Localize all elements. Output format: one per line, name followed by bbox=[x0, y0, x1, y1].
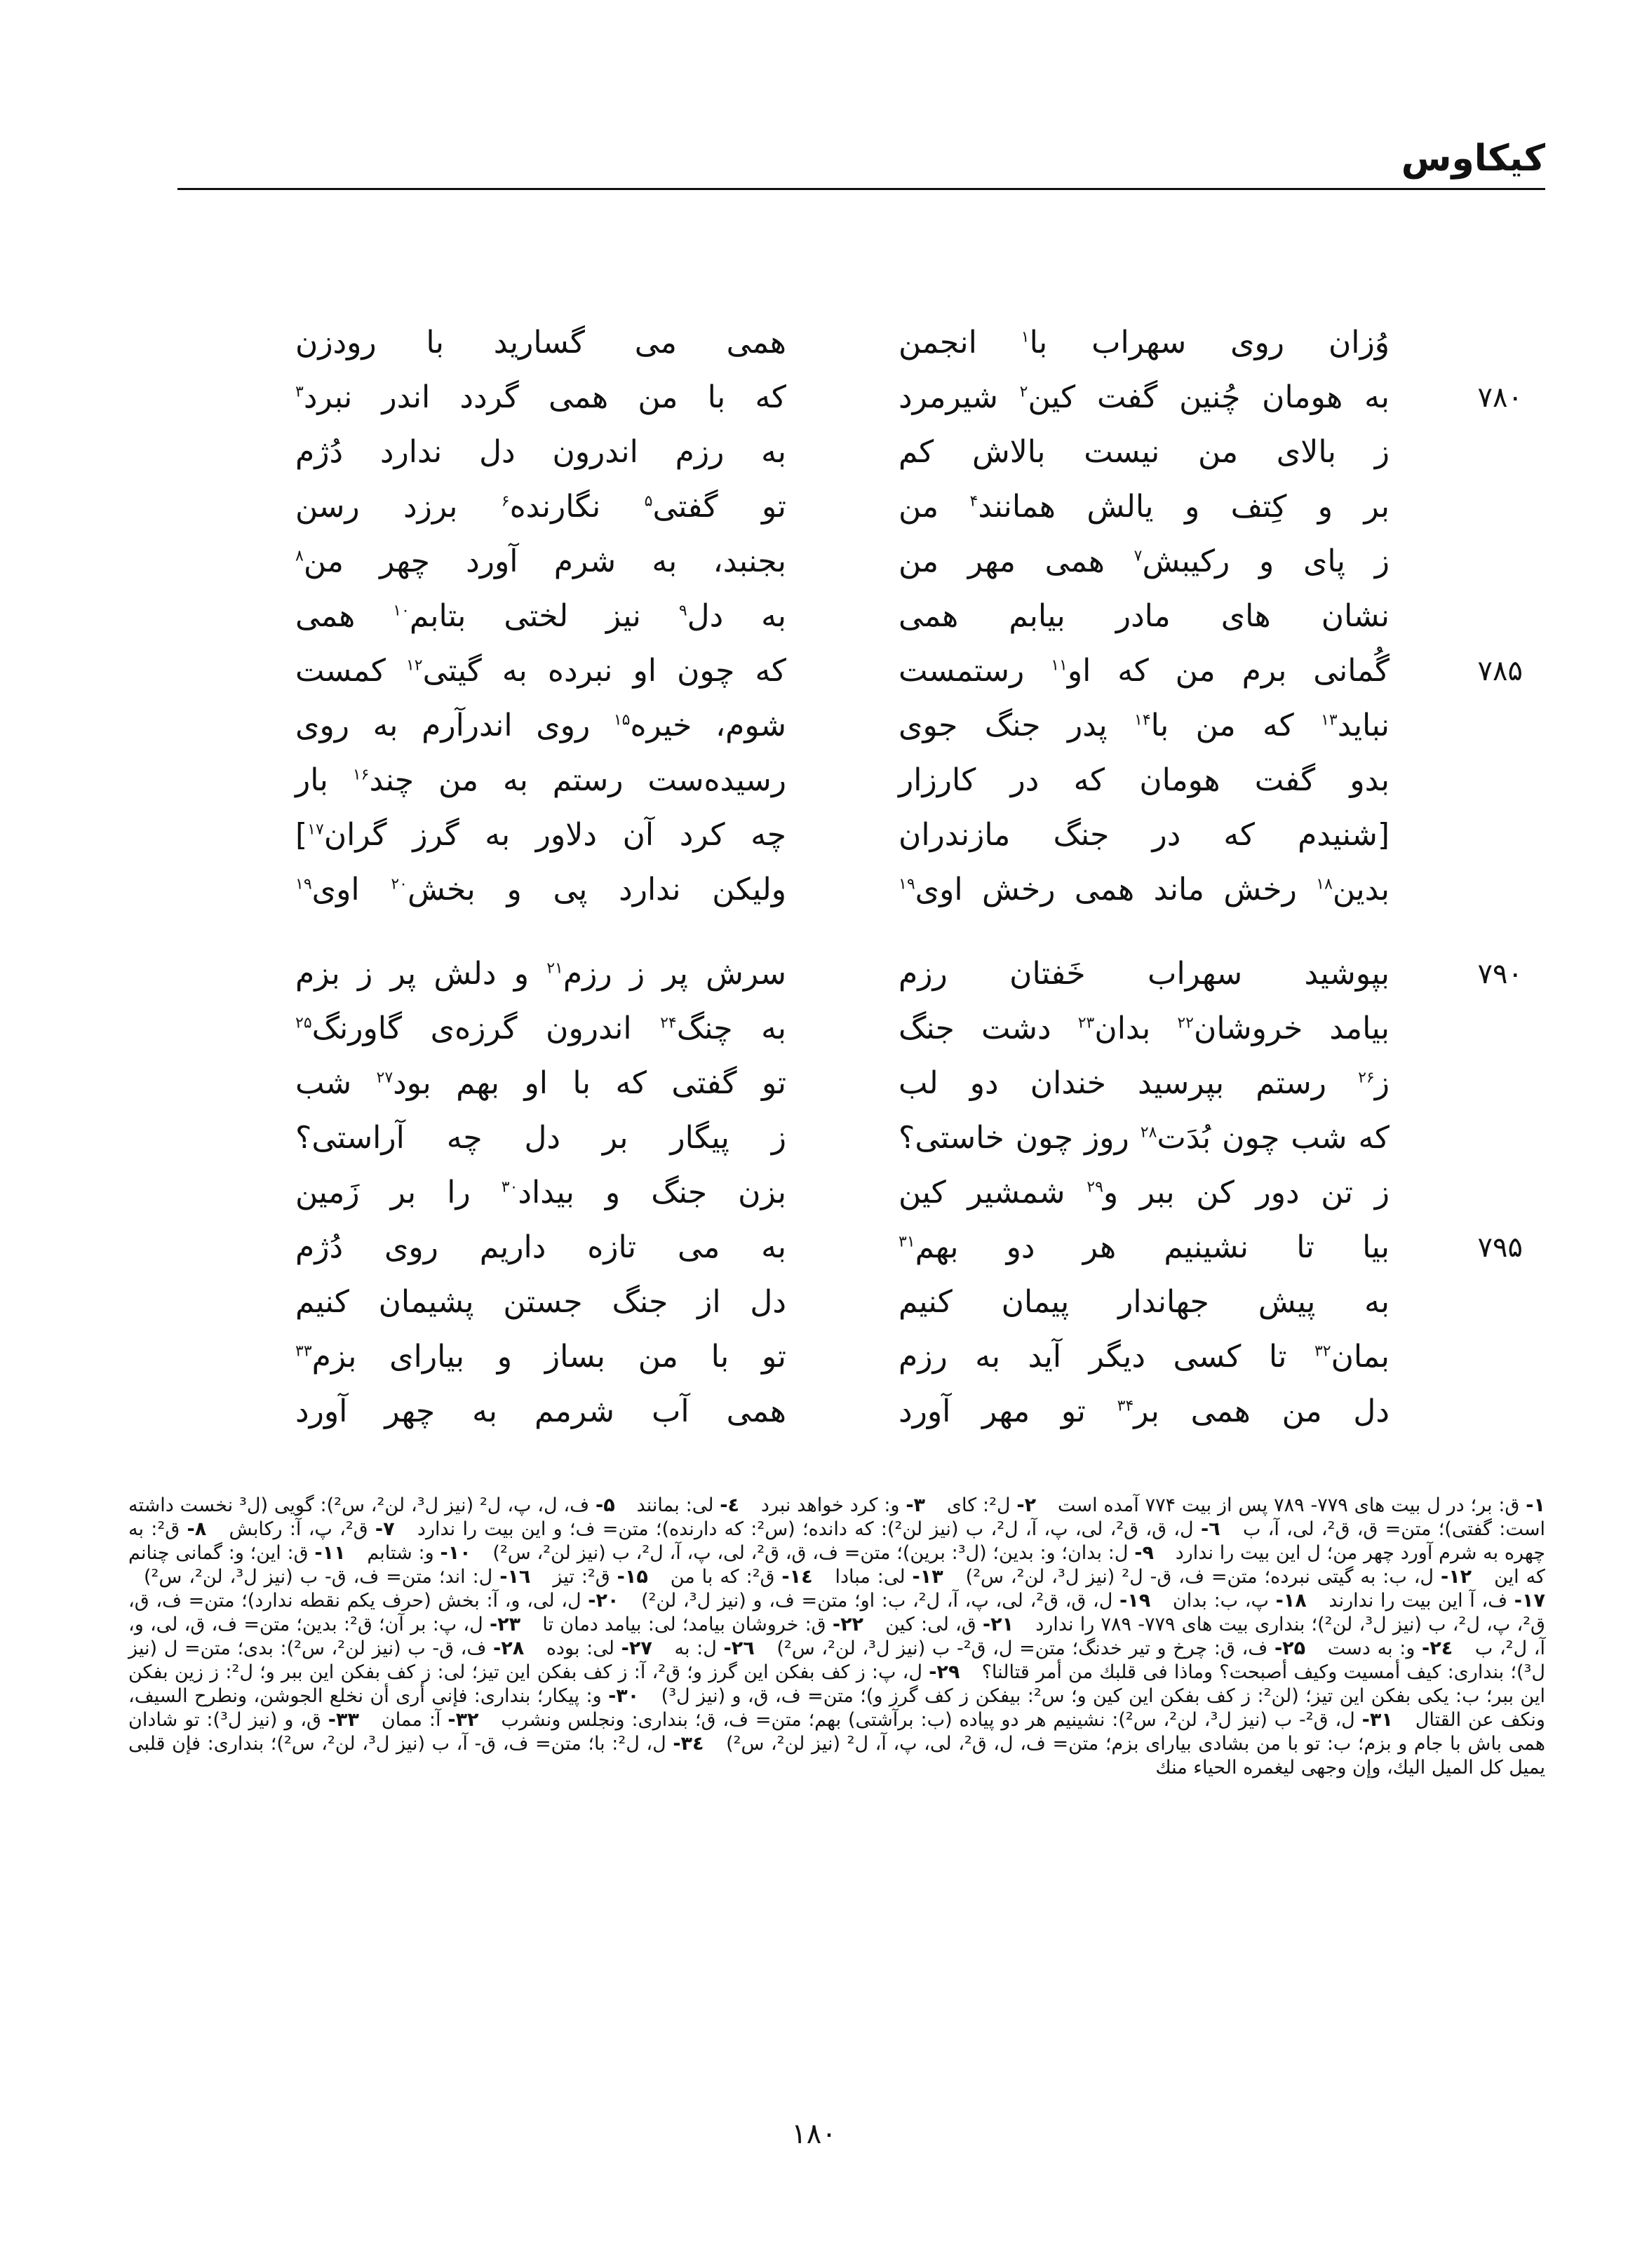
footnote-number: ۲۷- bbox=[621, 1638, 652, 1659]
footnote bbox=[144, 1566, 530, 1588]
footnote-text: ل، پ: بر آن؛ ق²: بدین؛ متن= ف، ق، لی، و، آ، ل²، ب bbox=[128, 1614, 1545, 1659]
footnote-text: ل، لی، و، آ: بخش (حرف یکم نقطه ندارد)؛ متن= ف، ق، ق²، پ، ل²، ب (نیز ل³، لن²)؛ بنداری بیت های ۷۷۹- ۷۸۹ را ندارد bbox=[128, 1590, 1545, 1635]
footnote bbox=[229, 1518, 394, 1540]
first-hemistich: دل من همی بر$^{۳۴}$ تو مهر آورد bbox=[899, 1393, 1390, 1429]
page-number: ۱۸۰ bbox=[791, 2118, 837, 2150]
second-hemistich: ولیکن ندارد پی و بخش$^{۲۰}$ اوی$^{۱۹}$ bbox=[295, 872, 786, 907]
verse-number: ۷۹۵ bbox=[1477, 1231, 1523, 1264]
footnote-text: ف، ق- ب (نیز لن²، س²): بدی؛ متن= ل (نیز ل³)؛ بنداری: کیف أمسیت وکیف أصبحت؟ وماذا فی قلبك من أمر قتالنا؟ bbox=[128, 1638, 1545, 1683]
second-hemistich: ز پیگار بر دل چه آراستی؟ bbox=[295, 1120, 786, 1156]
footnote-number: ۳۰- bbox=[608, 1685, 640, 1707]
footnote bbox=[1328, 1590, 1545, 1612]
first-hemistich: گُمانی برم من که او$^{۱۱}$ رستمست bbox=[899, 653, 1390, 689]
footnote-text: ق، و (نیز ل³): تو شادان همی باش با جام و بزم؛ ب: تو با من بشادی بیارای بزم؛ متن= ف، ل، ق²، لی، پ، آ، ل² (نیز لن²، س²) bbox=[128, 1709, 1546, 1755]
footnote-text: و: کرد خواهد نبرد bbox=[760, 1494, 900, 1516]
second-hemistich: به می تازه داریم روی دُژم bbox=[295, 1229, 786, 1265]
second-hemistich: همی آب شرمم به چهر آورد bbox=[295, 1393, 786, 1429]
footnote-text: ق: این؛ و: گمانی چنانم که این bbox=[128, 1542, 1545, 1588]
first-hemistich: نباید$^{۱۳}$ که من با$^{۱۴}$ پدر جنگ جوی bbox=[899, 708, 1390, 743]
footnote-text: ل: بدان؛ و: بدین؛ (ل³: برین)؛ متن= ف، ق، ق²، لی، پ، آ، ل²، ب (نیز لن²، س²) bbox=[492, 1542, 1129, 1564]
footnotes-section bbox=[128, 1494, 1545, 1780]
footnote bbox=[1173, 1590, 1307, 1612]
footnote-text: ل، ق²- ب (نیز ل³، لن²، س²): نشینیم هر دو پیاده (ب: برآشتی) بهم؛ متن= ف، ق؛ بنداری: ونجلس ونشرب bbox=[501, 1709, 1355, 1731]
verse-couplet bbox=[260, 1056, 1523, 1111]
footnote bbox=[546, 1638, 652, 1659]
verse-couplet bbox=[260, 1111, 1523, 1166]
footnote-number: ۹- bbox=[1134, 1542, 1154, 1564]
second-hemistich: که با من همی گردد اندر نبرد$^۳$ bbox=[295, 379, 786, 415]
footnote-text: لی: مبادا bbox=[835, 1566, 906, 1588]
first-hemistich: بدو گفت هومان که در کارزار bbox=[899, 762, 1390, 798]
footnote-number: ۵- bbox=[596, 1494, 615, 1516]
first-hemistich: بپوشید سهراب خَفتان رزم bbox=[899, 956, 1390, 992]
footnote-number: ۲۵- bbox=[1274, 1638, 1306, 1659]
second-hemistich: به چنگ$^{۲۴}$ اندرون گرزه‌ی گاورنگ$^{۲۵}$ bbox=[295, 1011, 786, 1046]
footnote-number: ۲۱- bbox=[982, 1614, 1014, 1635]
second-hemistich: که چون او نبرده به گیتی$^{۱۲}$ کمست bbox=[295, 653, 786, 689]
footnote-number: ۱۸- bbox=[1275, 1590, 1307, 1612]
verse-couplet bbox=[260, 808, 1523, 863]
stanza bbox=[260, 316, 1523, 917]
verse-number: ۷۸۵ bbox=[1477, 655, 1523, 687]
first-hemistich: بیا تا نشینیم هر دو بهم$^{۳۱}$ bbox=[899, 1229, 1390, 1265]
footnote bbox=[501, 1709, 1392, 1731]
verse-couplet bbox=[260, 1220, 1523, 1275]
footnote-text: آ: ممان bbox=[381, 1709, 441, 1731]
first-hemistich: ز بالای من نیست بالاش کم bbox=[899, 434, 1390, 470]
second-hemistich: به دل$^۹$ نیز لختی بتابم$^{۱۰}$ همی bbox=[295, 598, 786, 634]
stanza bbox=[260, 947, 1523, 1439]
footnote bbox=[492, 1542, 1154, 1564]
footnote bbox=[761, 1494, 925, 1516]
footnote-number: ۳٤- bbox=[673, 1733, 704, 1755]
footnote bbox=[1328, 1638, 1453, 1659]
first-hemistich: ز پای و رکیبش$^۷$ همی مهر من bbox=[899, 544, 1390, 579]
footnote-number: ۲۳- bbox=[489, 1614, 521, 1635]
footnote-text: ل، ق، ق²، لی، پ، آ، ل²، ب (نیز لن²): که دانده؛ (س²: که دارنده)؛ متن= ف؛ و این بیت را ندارد bbox=[417, 1518, 1194, 1540]
verse-couplet bbox=[260, 425, 1523, 480]
footnote-text: ل²: کای bbox=[946, 1494, 1011, 1516]
footnote-text: و: پیکار؛ بنداری: فإنی أری أن نخلع الجوشن، ونطرح السیف، ونکف عن القتال bbox=[128, 1685, 1545, 1731]
footnote bbox=[776, 1638, 1305, 1659]
running-title: کیکاوس bbox=[1401, 137, 1545, 180]
footnote bbox=[675, 1638, 755, 1659]
second-hemistich: تو با من بساز و بیارای بزم$^{۳۳}$ bbox=[295, 1339, 786, 1375]
second-hemistich: به رزم اندرون دل ندارد دُژم bbox=[295, 434, 786, 470]
footnote-number: ۱۱- bbox=[314, 1542, 346, 1564]
footnote-number: ١٦- bbox=[499, 1566, 531, 1588]
footnote-number: ١٤- bbox=[781, 1566, 813, 1588]
first-hemistich: به پیش جهاندار پیمان کنیم bbox=[899, 1284, 1390, 1320]
footnote bbox=[671, 1566, 813, 1588]
first-hemistich: [شنیدم که در جنگ مازندران bbox=[899, 817, 1390, 853]
footnote-number: ۱۵- bbox=[617, 1566, 648, 1588]
first-hemistich: که شب چون بُدَت$^{۲۸}$ روز چون خاستی؟ bbox=[899, 1120, 1390, 1156]
verse-couplet bbox=[260, 698, 1523, 753]
verse-couplet bbox=[260, 947, 1523, 1001]
verse-couplet bbox=[260, 1275, 1523, 1330]
footnote bbox=[947, 1494, 1036, 1516]
footnote-text: و: شتابم bbox=[367, 1542, 434, 1564]
footnote-number: ۱۷- bbox=[1514, 1590, 1545, 1612]
footnote bbox=[966, 1566, 1472, 1588]
footnote bbox=[641, 1590, 1150, 1612]
verse-couplet bbox=[260, 1384, 1523, 1439]
footnote-number: ۲۲- bbox=[832, 1614, 864, 1635]
footnote bbox=[367, 1542, 471, 1564]
footnote-number: ۱۹- bbox=[1119, 1590, 1151, 1612]
footnote-number: ۳۱- bbox=[1361, 1709, 1393, 1731]
footnote-number: ۳۳- bbox=[328, 1709, 359, 1731]
second-hemistich: چه کرد آن دلاور به گرز گران$^{۱۷}$] bbox=[295, 817, 786, 853]
footnote-number: ۳۲- bbox=[448, 1709, 479, 1731]
footnote-number: ۳- bbox=[906, 1494, 926, 1516]
verse-couplet bbox=[260, 1166, 1523, 1220]
footnote-text: ق²: به چهره به شرم آورد چهر من؛ ل این بیت را ندارد bbox=[128, 1518, 1546, 1564]
footnote-text: ل، ل²: با؛ متن= ف، ق- آ، ب (نیز ل³، لن²، س²)؛ بنداری: فإن قلبی یمیل کل المیل الیك، وإن وجهی لیغمره الحیاء منك bbox=[128, 1733, 1545, 1778]
verse-section bbox=[260, 316, 1523, 1469]
footnote bbox=[637, 1494, 739, 1516]
first-hemistich: ز$^{۲۶}$ رستم بپرسید خندان دو لب bbox=[899, 1065, 1390, 1101]
verse-couplet bbox=[260, 589, 1523, 644]
verse-couplet bbox=[260, 1330, 1523, 1384]
footnote bbox=[542, 1614, 863, 1635]
footnote bbox=[835, 1566, 943, 1588]
footnote-number: ۷- bbox=[375, 1518, 395, 1540]
footnote-number: ۲- bbox=[1016, 1494, 1037, 1516]
footnote bbox=[885, 1614, 1014, 1635]
second-hemistich: رسیده‌ست رستم به من چند$^{۱۶}$ بار bbox=[295, 762, 786, 798]
footnote-text: ق، لی: کین bbox=[885, 1614, 976, 1635]
footnote bbox=[553, 1566, 647, 1588]
verse-couplet bbox=[260, 753, 1523, 808]
footnote-number: ۱۳- bbox=[912, 1566, 943, 1588]
footnote-text: و: به دست bbox=[1327, 1638, 1415, 1659]
footnote-number: ۲۸- bbox=[493, 1638, 525, 1659]
footnote-text: پ، ب: بدان bbox=[1172, 1590, 1269, 1612]
footnote-text: ف، آ این بیت را ندارند bbox=[1328, 1590, 1508, 1612]
first-hemistich: بدین$^{۱۸}$ رخش ماند همی رخش اوی$^{۱۹}$ bbox=[899, 872, 1390, 907]
footnote-text: ق²، پ، آ: رکابش bbox=[229, 1518, 368, 1540]
footnote-number: ۱- bbox=[1526, 1494, 1545, 1516]
footnote-text: ق²: تیز bbox=[553, 1566, 610, 1588]
verse-couplet bbox=[260, 644, 1523, 698]
footnote-text: لی: بوده bbox=[546, 1638, 614, 1659]
footnote-text: ق: بر؛ در ل بیت های ۷۷۹- ۷۸۹ پس از بیت ۷۷۴ آمده است bbox=[1057, 1494, 1520, 1516]
footnote-number: ۲۰- bbox=[588, 1590, 619, 1612]
first-hemistich: بیامد خروشان$^{۲۲}$ بدان$^{۲۳}$ دشت جنگ bbox=[899, 1011, 1390, 1046]
footnote-text: ق: خروشان بیامد؛ لی: بیامد دمان تا bbox=[542, 1614, 826, 1635]
footnote bbox=[417, 1518, 1220, 1540]
verse-couplet bbox=[260, 480, 1523, 534]
footnote-text: ق²: که با من bbox=[670, 1566, 775, 1588]
verse-couplet bbox=[260, 534, 1523, 589]
second-hemistich: تو گفتی که با او بهم بود$^{۲۷}$ شب bbox=[295, 1065, 787, 1101]
footnote-number: ۲۹- bbox=[929, 1661, 960, 1683]
footnote-number: ۲٤- bbox=[1422, 1638, 1453, 1659]
verse-couplet bbox=[260, 863, 1523, 917]
verse-number: ۷۸۰ bbox=[1477, 382, 1523, 414]
first-hemistich: وُزان روی سهراب با$^۱$ انجمن bbox=[899, 325, 1390, 360]
footnote-text: ل، پ: ز کف بفکن این گرز و؛ ق²، آ: ز کف بفکن این تیز؛ لی: ز کف بفکن این ببر و؛ ل²: ز زین بفکن این ببر؛ ب: یکی بفکن این تیز؛ (لن²: ز کف بفکن این کین و؛ س²: بیفکن ز کف گرز و)؛ متن= ف، ق، و (نیز ل³) bbox=[128, 1661, 1545, 1707]
first-hemistich: بر و کِتف و یالش همانند$^۴$ من bbox=[899, 489, 1390, 525]
second-hemistich: دل از جنگ جستن پشیمان کنیم bbox=[295, 1284, 786, 1320]
second-hemistich: همی می گسارید با رودزن bbox=[295, 325, 786, 360]
second-hemistich: شوم، خیره$^{۱۵}$ روی اندرآرم به روی bbox=[295, 708, 786, 743]
footnote-number: ۱۰- bbox=[440, 1542, 471, 1564]
footnote-text: لی: بمانند bbox=[636, 1494, 714, 1516]
footnote bbox=[1058, 1494, 1545, 1516]
verse-couplet bbox=[260, 316, 1523, 370]
verse-number: ۷۹۰ bbox=[1477, 958, 1523, 990]
footnote-text: ل: اند؛ متن= ف، ق- ب (نیز ل³، لن²، س²) bbox=[144, 1566, 493, 1588]
footnote-number: ۸- bbox=[187, 1518, 207, 1540]
first-hemistich: ز تن دور کن ببر و$^{۲۹}$ شمشیر کین bbox=[899, 1175, 1390, 1210]
footnote-text: ل، ق، ق²، لی، پ، آ، ل²، ب: او؛ متن= ف، و (نیز ل³، لن²) bbox=[641, 1590, 1113, 1612]
second-hemistich: بزن جنگ و بیداد$^{۳۰}$ را بر زَمین bbox=[295, 1175, 786, 1210]
first-hemistich: نشان های مادر بیابم همی bbox=[899, 598, 1390, 634]
header-rule bbox=[177, 188, 1545, 190]
footnote-number: ٤- bbox=[720, 1494, 739, 1516]
second-hemistich: تو گفتی$^۵$ نگارنده$^۶$ برزد رسن bbox=[295, 489, 786, 525]
footnote-text: ل، ب: به گیتی نبرده؛ متن= ف، ق- ل² (نیز ل³، لن²، س²) bbox=[965, 1566, 1434, 1588]
footnote-text: ل: به bbox=[674, 1638, 717, 1659]
footnote-text: ف، ق: چرخ و تیر خدنگ؛ متن= ل، ق²- ب (نیز ل³، لن²، س²) bbox=[776, 1638, 1268, 1659]
footnote-number: ۲٦- bbox=[723, 1638, 755, 1659]
footnote-number: ۱۲- bbox=[1440, 1566, 1472, 1588]
verse-couplet bbox=[260, 370, 1523, 425]
first-hemistich: بمان$^{۳۲}$ تا کسی دیگر آید به رزم bbox=[899, 1339, 1390, 1375]
second-hemistich: بجنبد، به شرم آورد چهر من$^۸$ bbox=[295, 544, 786, 579]
footnote bbox=[382, 1709, 479, 1731]
verse-couplet bbox=[260, 1001, 1523, 1056]
footnote-text: ف، ل، پ، ل² (نیز ل³، لن²، س²): گویی (ل³ نخست داشته است: گفتی)؛ متن= ق، ق²، لی، آ، ب bbox=[128, 1494, 1546, 1540]
footnote-number: ٦- bbox=[1200, 1518, 1220, 1540]
second-hemistich: سرش پر ز رزم$^{۲۱}$ و دلش پر ز بزم bbox=[295, 956, 786, 992]
first-hemistich: به هومان چُنین گفت کین$^۲$ شیرمرد bbox=[899, 379, 1390, 415]
